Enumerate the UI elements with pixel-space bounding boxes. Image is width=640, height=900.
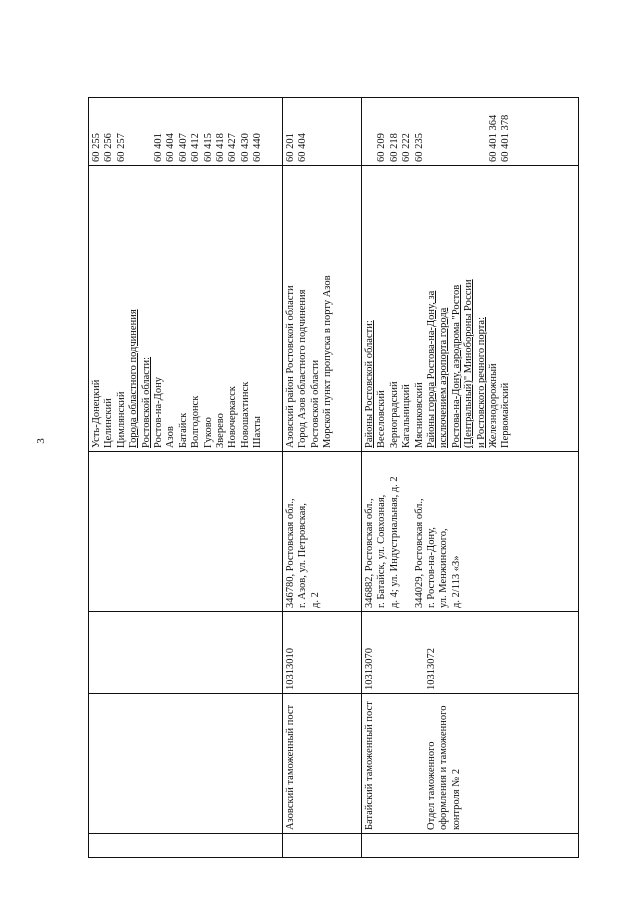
oktmo-cell — [283, 98, 362, 166]
address-line: ул. Менжинского, — [438, 528, 450, 608]
oktmo-cell — [362, 98, 579, 166]
territory-line: Азов — [165, 426, 177, 448]
oktmo-code — [451, 101, 463, 162]
territory-cell — [283, 166, 362, 452]
oktmo-code: 60 401 378 — [500, 114, 512, 162]
spacer — [414, 615, 426, 690]
address-line: г. Ростов-на-Дону, — [426, 527, 438, 608]
territory-line: Мясниковский — [413, 382, 425, 448]
table-row — [362, 98, 579, 858]
oktmo-code: 60 412 — [190, 133, 202, 162]
territory-line: Гуково — [202, 417, 214, 448]
post-name-line: Батайский таможенный пост — [364, 701, 375, 830]
code-cell — [283, 612, 362, 694]
oktmo-code — [438, 101, 450, 162]
address-line: д. 4; ул. Индустриальная, д. 2 — [388, 476, 400, 608]
oktmo-code — [128, 101, 140, 162]
address-line: д. 2 — [309, 592, 321, 608]
oktmo-code: 60 404 — [165, 133, 177, 162]
customs-code: 10313072 — [425, 648, 437, 690]
oktmo-code: 60 209 — [376, 133, 388, 162]
territory-line: Ростовской области: — [140, 356, 152, 448]
oktmo-code: 60 201 — [285, 133, 296, 162]
post-name-cell — [89, 694, 283, 834]
oktmo-code — [426, 101, 438, 162]
customs-code: 10313010 — [285, 648, 296, 690]
territory-line: Районы Ростовской области: — [364, 320, 375, 448]
customs-posts-table — [88, 97, 579, 858]
territory-line: Азовский район Ростовской области — [285, 285, 296, 448]
address-line — [401, 455, 413, 608]
post-name-cell — [362, 694, 579, 834]
post-name-cell — [283, 694, 362, 834]
post-name-line: Отдел таможенного — [425, 741, 437, 830]
oktmo-code: 60 407 — [177, 133, 189, 162]
number-cell — [362, 834, 579, 858]
page-number: 3 — [34, 438, 47, 444]
post-name-line — [389, 697, 401, 830]
territory-line: Веселовский — [376, 390, 388, 448]
territory-line: Усть-Донецкий — [91, 379, 102, 448]
territory-line: Шахты — [252, 416, 264, 448]
territory-line: Волгодонск — [190, 395, 202, 448]
customs-code: 10313070 — [364, 648, 375, 690]
territory-cell — [89, 166, 283, 452]
number-cell — [89, 834, 283, 858]
address-cell — [283, 452, 362, 612]
address-line: д. 2/113 «З» — [450, 555, 462, 608]
rotated-table-container — [88, 98, 578, 858]
address-line: 344029, Ростовская обл., — [413, 498, 425, 608]
territory-line: Цимлянский — [115, 391, 127, 448]
number-cell — [283, 834, 362, 858]
territory-line: Первомайский — [500, 382, 512, 448]
address-cell — [362, 452, 579, 612]
territory-line: Ростов-на-Дону — [153, 377, 165, 448]
territory-line: Ростовской области — [309, 359, 321, 448]
table-row — [89, 98, 283, 858]
territory-cell — [362, 166, 579, 452]
oktmo-code — [141, 101, 153, 162]
territory-line: Зерноградский — [388, 381, 400, 448]
spacer — [389, 615, 401, 690]
oktmo-code — [463, 101, 475, 162]
oktmo-code: 60 401 — [153, 133, 164, 162]
spacer — [401, 615, 413, 690]
oktmo-code: 60 418 — [215, 133, 227, 162]
code-cell — [89, 612, 283, 694]
oktmo-code: 60 404 — [297, 133, 309, 162]
spacer — [376, 615, 388, 690]
address-line: 346882, Ростовская обл., — [364, 498, 375, 608]
territory-line: Город Азов областного подчинения — [297, 289, 309, 448]
address-line: г. Батайск, ул. Совхозная, — [376, 494, 388, 608]
table-row — [283, 98, 362, 858]
post-name-line — [414, 697, 426, 830]
oktmo-code — [476, 101, 488, 162]
oktmo-code: 60 235 — [413, 133, 425, 162]
oktmo-cell — [89, 98, 283, 166]
address-cell — [89, 452, 283, 612]
oktmo-code: 60 222 — [401, 133, 413, 162]
code-cell — [362, 612, 579, 694]
territory-line: (Центральный)" Минобороны России — [463, 279, 475, 448]
oktmo-code: 60 256 — [103, 133, 115, 162]
oktmo-code: 60 427 — [227, 133, 239, 162]
territory-line: Города областного подчинения — [128, 309, 140, 448]
territory-line: Новочеркасск — [227, 386, 239, 448]
address-line: г. Азов, ул. Петровская, — [297, 503, 309, 608]
territory-line: Кагальницкий — [401, 384, 413, 448]
oktmo-code: 60 255 — [91, 133, 102, 162]
territory-line: Ростова-на-Дону, аэродрома "Ростов — [450, 284, 462, 448]
oktmo-code: 60 401 364 — [487, 114, 499, 162]
territory-line: Батайск — [177, 412, 189, 448]
address-line: 346780, Ростовская обл., — [285, 498, 296, 608]
post-name-line: Азовский таможенный пост — [285, 704, 296, 830]
territory-line: исключением аэропорта города — [438, 307, 450, 448]
territory-line: Районы города Ростова-на-Дону, за — [426, 290, 438, 448]
territory-line: Новошахтинск — [239, 381, 251, 448]
oktmo-code: 60 257 — [115, 133, 127, 162]
territory-line: Зверево — [215, 413, 227, 448]
territory-line: Морской пункт пропуска в порту Азов — [322, 275, 334, 448]
post-name-line: контроля № 2 — [450, 768, 462, 830]
oktmo-code — [364, 101, 376, 162]
post-name-line — [401, 697, 413, 830]
territory-line: Целинский — [103, 398, 115, 448]
territory-line: и Ростовского речного порта: — [475, 317, 487, 448]
oktmo-code: 60 415 — [202, 133, 214, 162]
post-name-line — [376, 697, 388, 830]
oktmo-code: 60 218 — [388, 133, 400, 162]
territory-line: Железнодорожный — [488, 363, 500, 448]
post-name-line: оформления и таможенного — [438, 705, 450, 830]
oktmo-code: 60 440 — [252, 133, 264, 162]
oktmo-code: 60 430 — [239, 133, 251, 162]
